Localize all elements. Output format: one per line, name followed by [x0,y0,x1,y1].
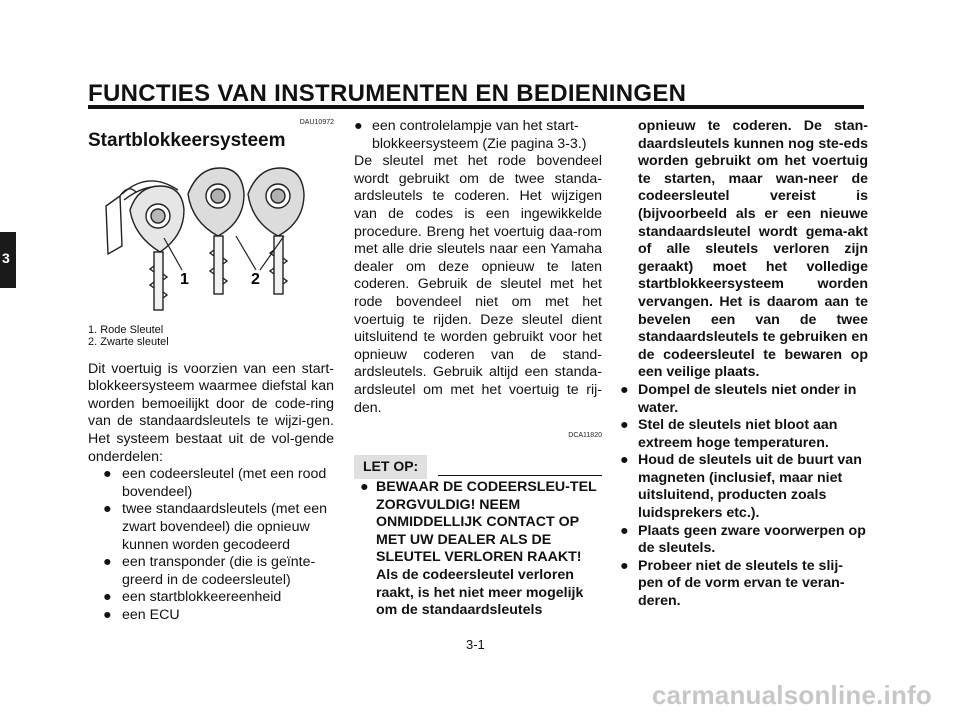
list-item: ● een startblokkeereenheid [103,589,282,606]
black-key-1 [188,168,244,294]
column-3 [620,118,868,611]
list-item: ● een codeersleutel (met een rood bovendeel) [103,466,327,500]
bullet-icon: ● [103,589,112,606]
list-item: ● een controlelampje van het start-blokkeersysteem (Zie pagina 3-3.) [354,118,587,152]
notice-continued: opnieuw te coderen. De stan-daardsleutels kunnen nog ste-eds worden gebruikt om het voertuig te starten, maar wan-neer de codeersleutel vereist is (bijvoorbeeld als er een nieuwe standaardsleutel wordt gema-akt of alle sleutels verloren zijn geraakt) moet het volledige startblokkeersysteem worden vervangen. Het is daarom aan te bevelen een van de twee standaardsleutels te gebruiken en de codeersleutel te bewaren op een veilige plaats. [638,118,868,381]
bullet-icon: ● [620,381,629,398]
intro-paragraph: Dit voertuig is voorzien van een start-blokkeersysteem waarmee diefstal kan worden bemoeilijkt door de code-ring van de standaardsleutels te wijzi-gen. Het systeem bestaat uit de vol-gende onderdelen: [88,360,334,465]
list-item: ● een ECU [103,606,180,623]
list-item: ● Houd de sleutels uit de buurt van magneten (inclusief, maar niet uitsluitend, producten zoals luidsprekers etc.). [620,452,862,522]
components-list [88,466,334,624]
chapter-number: 3 [2,250,10,266]
bullet-icon: ● [360,479,369,496]
care-list [620,382,868,611]
notice-rule [438,475,602,476]
notice-code: DCA11820 [568,432,602,440]
page-number: 3-1 [466,637,485,652]
notice-label: LET OP: [354,455,427,479]
figure-caption [88,324,334,349]
list-item: ● Probeer niet de sleutels te slij-pen of de vorm ervan te veran-deren. [620,557,845,610]
doc-code: DAU10972 [299,119,334,126]
notice-list [354,479,602,620]
bullet-icon: ● [620,452,629,469]
list-item: ● Dompel de sleutels niet onder in water. [620,381,857,416]
header-rule [88,105,864,109]
list-item: ● BEWAAR DE CODEERSLEU-TEL ZORGVULDIG! NEEM ONMIDDELLIJK CONTACT OP MET UW DEALER ALS DE SLEUTEL VERLOREN RAAKT! Als de codeersleutel verloren raakt, is het niet meer mogelijk om de standaardsleutels [360,479,597,619]
bullet-icon: ● [354,118,363,134]
watermark: carmanualsonline.info [651,680,932,710]
notice-header [354,451,602,479]
body-paragraph: De sleutel met het rode bovendeel wordt gebruikt om de twee standa-ardsleutels te coderen. Het wijzigen van de codes is een ingewikkelde procedure. Breng het voertuig daa-rom met alle drie sleutels naar een Yamaha dealer om deze opnieuw te laten coderen. Gebruik de sleutel met het rode bovendeel niet om met het voertuig te rijden. Deze sleutel dient uitsluitend te worden gebruikt voor het opnieuw coderen van de stand-ardsleutels. Gebruik altijd een standa-ardsleutel om met het voertuig te rij-den. [354,153,602,416]
column-2 [354,118,602,620]
section-title: Startblokkeersysteem [88,130,286,151]
section-header: FUNCTIES VAN INSTRUMENTEN EN BEDIENINGEN [88,80,687,107]
bullet-icon: ● [103,501,112,518]
caption-2: 2. Zwarte sleutel [88,336,169,349]
bullet-icon: ● [620,522,629,539]
list-item: ● Plaats geen zware voorwerpen op de sleutels. [620,522,866,557]
figure-label-1: 1 [180,270,189,288]
list-item: ● een transponder (die is geïnte-greerd in de codeersleutel) [103,554,316,588]
figure-label-2: 2 [251,270,260,288]
bullet-icon: ● [620,417,629,434]
list-item: ● twee standaardsleutels (met een zwart bovendeel) die opnieuw kunnen worden gecodeerd [103,501,328,553]
leader-lines [164,236,284,270]
keys-illustration [88,156,334,316]
bullet-icon: ● [103,554,112,571]
bullet-icon: ● [103,466,112,483]
keys-figure [88,156,334,316]
bullet-icon: ● [620,557,629,574]
column-1 [88,118,334,625]
indicator-list [354,118,602,153]
caption-1: 1. Rode Sleutel [88,323,164,336]
red-key [130,186,184,310]
list-item: ● Stel de sleutels niet bloot aan extreem hoge temperaturen. [620,417,838,451]
bullet-icon: ● [103,606,112,623]
